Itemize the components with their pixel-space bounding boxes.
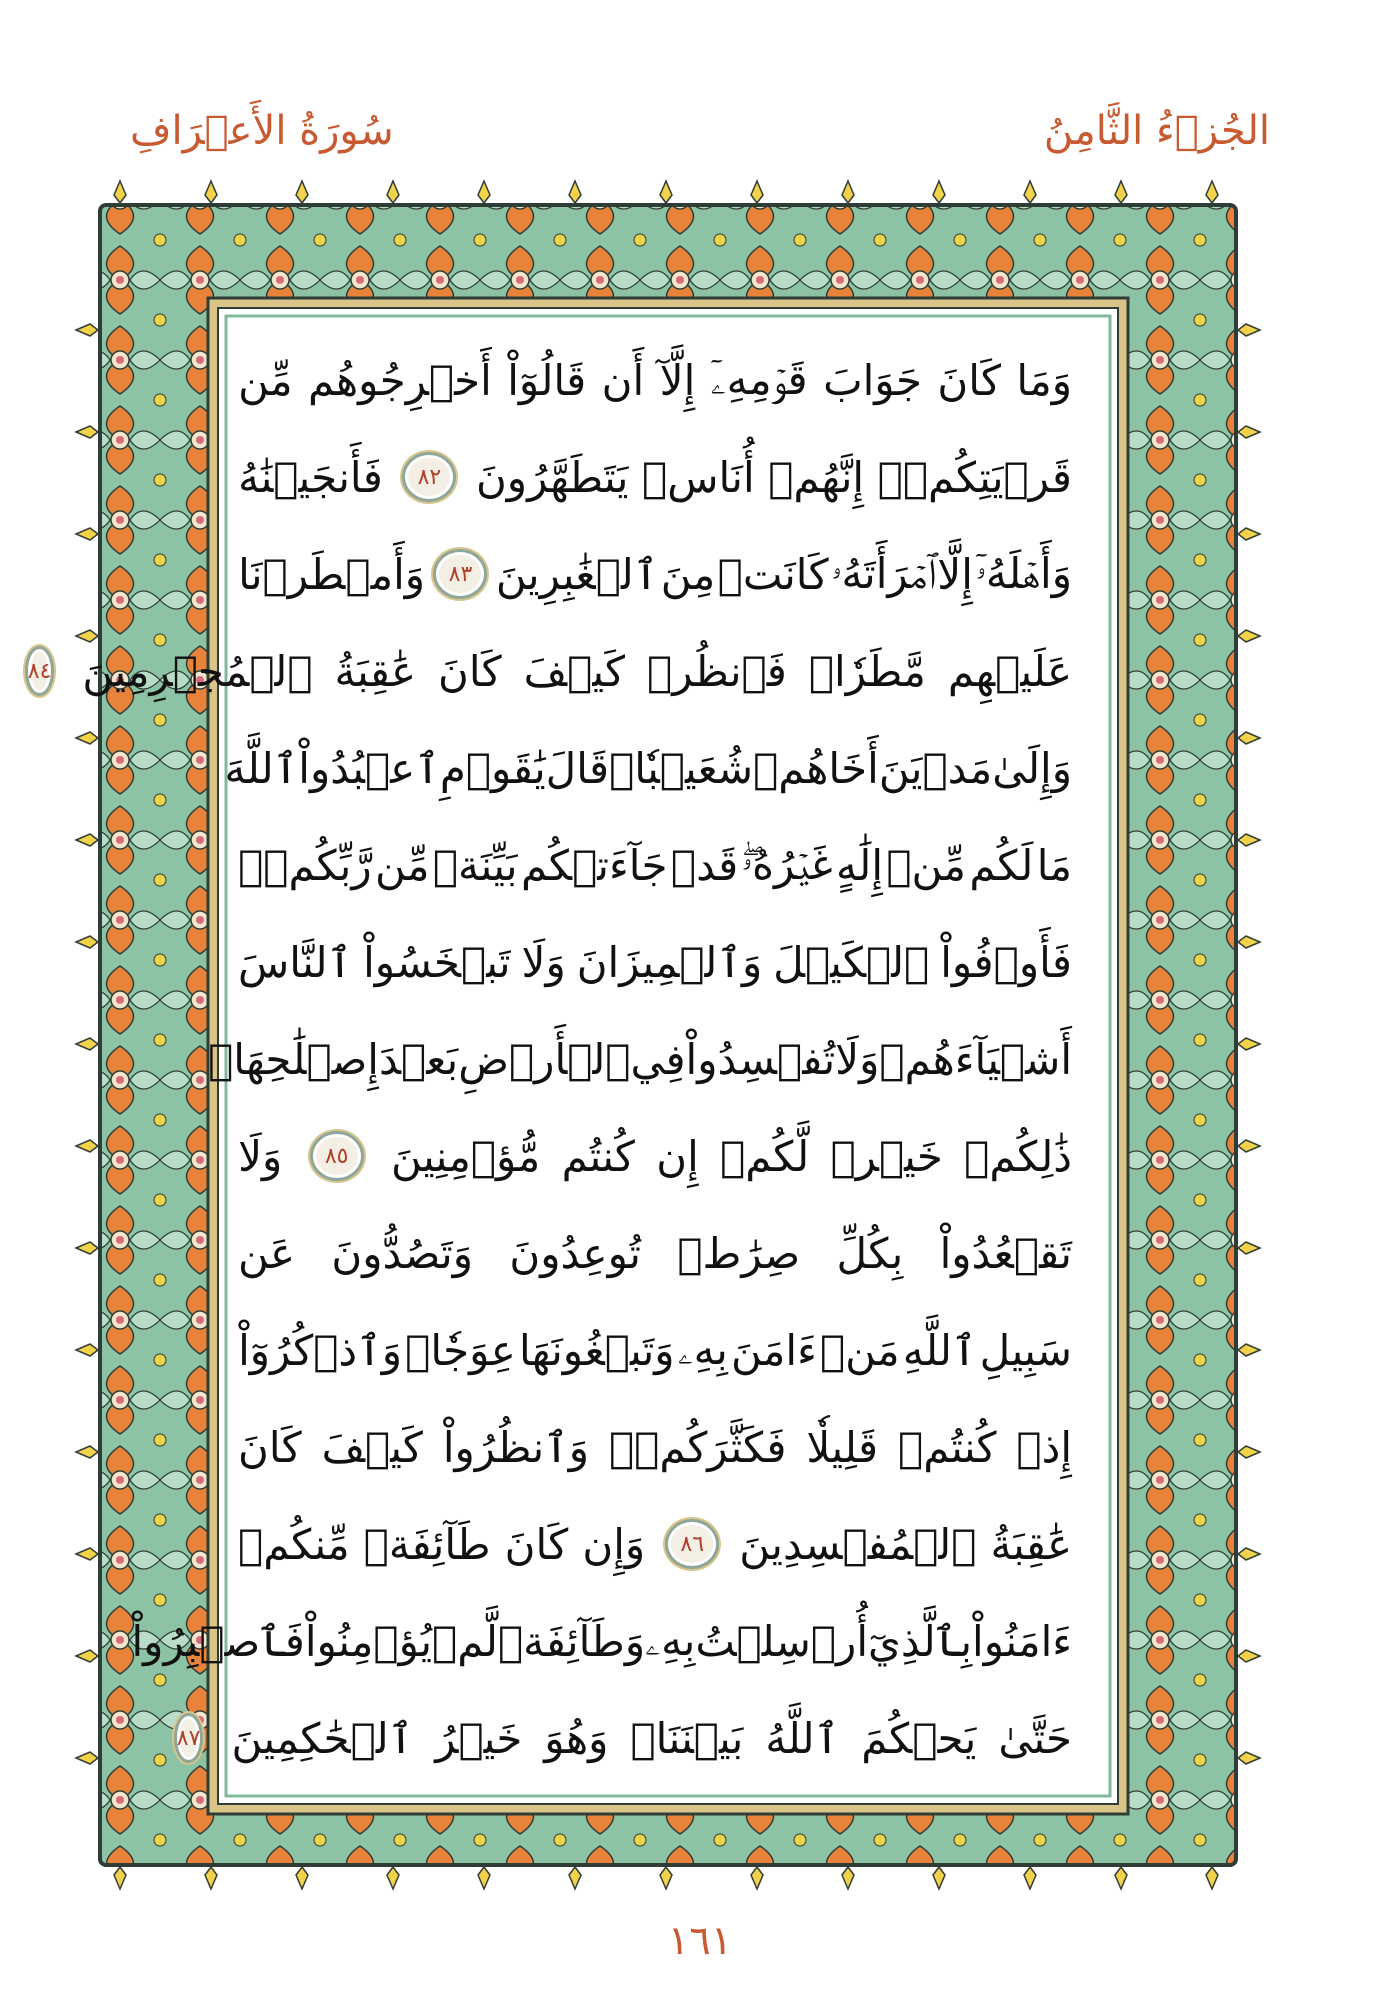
word: تَقۡعُدُواْ — [939, 1228, 1072, 1278]
word: حَتَّىٰ — [998, 1713, 1072, 1763]
word: تُوعِدُونَ — [509, 1228, 641, 1278]
word: أَشۡيَآءَهُمۡ — [879, 1034, 1072, 1084]
border-finial — [660, 181, 672, 203]
word: قَوۡمِهِۦٓ — [710, 355, 808, 404]
word: خَيۡرٞ — [830, 1131, 943, 1181]
word: بِهِۦ — [677, 1325, 728, 1374]
word: ٱللَّهُ — [765, 1713, 840, 1763]
word: ٱلۡحَٰكِمِينَ — [231, 1713, 414, 1763]
word: وَهُوَ — [544, 1713, 609, 1763]
border-finial — [76, 1344, 98, 1356]
border-finial — [76, 1650, 98, 1662]
border-finial — [76, 1752, 98, 1764]
text-line — [238, 910, 1072, 1014]
word: وَإِلَىٰ — [992, 743, 1072, 793]
word: وَأَمۡطَرۡنَا — [238, 549, 426, 599]
border-finial — [1238, 324, 1260, 336]
word: غَيۡرُهُۥۖ — [741, 840, 833, 889]
border-finial — [933, 181, 945, 203]
word: ٱلنَّاسَ — [238, 937, 353, 987]
border-finial — [76, 732, 98, 744]
word: قَدۡ — [670, 840, 739, 890]
word: وَطَآئِفَةٞ — [497, 1616, 646, 1666]
word: بِهِۦ — [645, 1616, 696, 1665]
verse-end-marker: ٨٤ — [25, 646, 55, 696]
border-finial — [569, 1867, 581, 1889]
text-line — [238, 1492, 1072, 1596]
word: بَعۡدَ — [378, 1034, 459, 1084]
word: يَتَطَهَّرُونَ — [475, 452, 629, 502]
border-finial — [76, 426, 98, 438]
text-line — [238, 522, 1072, 626]
text-line — [238, 813, 1072, 917]
verse-end-marker: ٨٣ — [433, 549, 487, 599]
border-finial — [1206, 181, 1218, 203]
word: كَيۡفَ — [321, 1422, 423, 1472]
word: لَكُم — [969, 840, 1034, 890]
word: مَّطَرٗاۖ — [808, 646, 926, 696]
border-finial — [1238, 630, 1260, 642]
word: صِرَٰطٖ — [677, 1228, 801, 1278]
quran-text — [27, 328, 1072, 1784]
border-finial — [76, 1140, 98, 1152]
border-finial — [1238, 1650, 1260, 1662]
word: ءَامَنَ — [730, 1325, 817, 1375]
border-finial — [1115, 181, 1127, 203]
word: إِلَّآ — [659, 355, 696, 405]
word: وَمَا — [1016, 355, 1072, 405]
border-finial — [296, 1867, 308, 1889]
verse-end-marker: ٨٥ — [310, 1131, 364, 1181]
word: وَٱذۡكُرُوٓاْ — [238, 1325, 403, 1375]
text-line — [176, 1686, 1072, 1790]
word: ٱعۡبُدُواْ — [298, 743, 440, 793]
word: وَٱلۡمِيزَانَ — [576, 937, 763, 987]
word: مِّنكُمۡ — [238, 1519, 350, 1569]
word: إِلَٰهٍ — [836, 840, 883, 890]
word: قَلِيلٗا — [806, 1422, 879, 1472]
word: إِنَّهُمۡ — [768, 452, 865, 502]
word: شُعَيۡبٗاۚ — [609, 743, 754, 793]
word: فَكَثَّرَكُمۡۖ — [608, 1422, 787, 1472]
word: وَلَا — [238, 1131, 283, 1181]
word: يَحۡكُمَ — [861, 1713, 977, 1763]
border-finial — [842, 181, 854, 203]
word: كَانَ — [504, 1519, 569, 1569]
word: ٱلۡأَرۡضِ — [458, 1034, 631, 1084]
word: كَانَ — [438, 646, 502, 696]
border-finial — [114, 1867, 126, 1889]
word: مُّؤۡمِنِينَ — [391, 1131, 541, 1181]
word: بَيِّنَةٞ — [432, 840, 518, 890]
word: سَبِيلِ — [979, 1325, 1072, 1375]
word: ٱلۡمُجۡرِمِينَ — [82, 646, 313, 696]
word: وَأَهۡلَهُۥٓ — [975, 549, 1072, 598]
text-line — [224, 716, 1072, 820]
word: قَرۡيَتِكُمۡۖ — [877, 452, 1072, 502]
border-finial — [569, 181, 581, 203]
text-line — [238, 1104, 1072, 1208]
border-finial — [296, 181, 308, 203]
word: فَٱنظُرۡ — [647, 646, 787, 696]
border-finial — [660, 1867, 672, 1889]
border-finial — [1206, 1867, 1218, 1889]
text-line — [131, 1589, 1072, 1693]
border-finial — [76, 1548, 98, 1560]
text-line — [238, 425, 1072, 529]
word: مَنۡ — [819, 1325, 900, 1375]
border-finial — [478, 1867, 490, 1889]
text-line — [27, 619, 1072, 723]
juz-title: الجُزۡءُ الثَّامِنُ — [1043, 108, 1270, 154]
border-finial — [1238, 1446, 1260, 1458]
border-finial — [1238, 1242, 1260, 1254]
word: فَٱصۡبِرُواْ — [131, 1616, 305, 1666]
word: مِّن — [374, 840, 430, 890]
word: كَيۡفَ — [523, 646, 626, 696]
word: وَتَبۡغُونَهَا — [518, 1325, 675, 1375]
border-finial — [114, 181, 126, 203]
word: بِٱلَّذِيٓ — [868, 1616, 973, 1666]
border-finial — [76, 1038, 98, 1050]
word: فَأَنجَيۡنَٰهُ — [238, 452, 383, 502]
word: يُؤۡمِنُواْ — [304, 1616, 433, 1666]
border-finial — [1238, 1140, 1260, 1152]
word: أُرۡسِلۡتُ — [695, 1616, 869, 1666]
word: إِن — [656, 1131, 699, 1181]
border-finial — [76, 630, 98, 642]
text-line — [238, 1201, 1072, 1305]
border-finial — [478, 181, 490, 203]
word: ٱللَّهِ — [902, 1325, 977, 1375]
word: وَٱنظُرُواْ — [442, 1422, 590, 1472]
text-line — [238, 1298, 1072, 1402]
border-finial — [1238, 1548, 1260, 1560]
word: مِّن — [238, 355, 293, 405]
word: ٱلۡكَيۡلَ — [773, 937, 930, 987]
word: ءَامَنُواْ — [972, 1616, 1072, 1666]
word: مِّنۡ — [886, 840, 967, 890]
word: كَانَ — [937, 355, 1001, 405]
word: وَلَا — [835, 1034, 880, 1084]
border-finial — [1238, 936, 1260, 948]
border-finial — [1115, 1867, 1127, 1889]
word: عِوَجٗاۚ — [405, 1325, 516, 1375]
word: أَخَاهُمۡ — [753, 743, 879, 793]
border-finial — [76, 936, 98, 948]
border-finial — [76, 1446, 98, 1458]
word: وَلَا — [521, 937, 566, 987]
word: أَن — [601, 355, 645, 405]
border-finial — [751, 1867, 763, 1889]
border-finial — [1238, 834, 1260, 846]
word: كَانَ — [238, 1422, 302, 1472]
text-line — [238, 328, 1072, 432]
text-line — [238, 1395, 1072, 1499]
border-finial — [387, 181, 399, 203]
verse-end-marker: ٨٢ — [402, 452, 456, 502]
word: طَآئِفَةٞ — [363, 1519, 491, 1569]
word: لَّكُمۡ — [720, 1131, 810, 1181]
border-finial — [1238, 528, 1260, 540]
border-finial — [1238, 732, 1260, 744]
word: بِكُلِّ — [836, 1228, 904, 1278]
border-finial — [1024, 1867, 1036, 1889]
word: تُفۡسِدُواْ — [685, 1034, 836, 1084]
word: كَانَتۡ — [717, 549, 829, 599]
word: فَأَوۡفُواْ — [940, 937, 1072, 987]
border-finial — [1238, 426, 1260, 438]
surah-title: سُورَةُ الأَعۡرَافِ — [130, 108, 394, 154]
border-finial — [1024, 181, 1036, 203]
word: ٱللَّهَ — [224, 743, 299, 793]
border-finial — [1238, 1038, 1260, 1050]
page-number: ١٦١ — [667, 1918, 733, 1964]
border-finial — [933, 1867, 945, 1889]
word: مَدۡيَنَ — [878, 743, 993, 793]
word: جَوَابَ — [823, 355, 922, 405]
word: أَخۡرِجُوهُم — [308, 355, 492, 405]
word: مِنَ — [660, 549, 716, 599]
word: تَبۡخَسُواْ — [363, 937, 511, 987]
border-finial — [205, 1867, 217, 1889]
word: عَٰقِبَةُ — [990, 1519, 1072, 1569]
word: بَيۡنَنَاۚ — [630, 1713, 744, 1763]
word: يَٰقَوۡمِ — [439, 743, 546, 793]
word: كُنتُم — [561, 1131, 635, 1181]
word: ٱلۡمُفۡسِدِينَ — [739, 1519, 977, 1569]
verse-end-marker: ٨٧ — [174, 1713, 204, 1763]
word: ٱمۡرَأَتَهُۥ — [831, 549, 935, 598]
word: إِلَّا — [937, 549, 973, 599]
border-finial — [387, 1867, 399, 1889]
border-finial — [76, 324, 98, 336]
border-finial — [205, 181, 217, 203]
word: أُنَاسٞ — [641, 452, 755, 502]
border-finial — [76, 834, 98, 846]
word: وَإِن — [582, 1519, 646, 1569]
word: كُنتُمۡ — [898, 1422, 997, 1472]
word: إِذۡ — [1016, 1422, 1072, 1472]
word: ٱلۡغَٰبِرِينَ — [495, 549, 659, 599]
word: خَيۡرُ — [435, 1713, 523, 1763]
border-finial — [1238, 1752, 1260, 1764]
word: فِي — [630, 1034, 686, 1084]
word: مَا — [1036, 840, 1072, 890]
border-finial — [1238, 1344, 1260, 1356]
word: لَّمۡ — [432, 1616, 498, 1666]
word: جَآءَتۡكُم — [520, 840, 668, 890]
word: قَالُوٓاْ — [507, 355, 587, 405]
border-finial — [76, 528, 98, 540]
word: عَن — [238, 1228, 296, 1278]
word: وَتَصُدُّونَ — [331, 1228, 473, 1278]
border-finial — [842, 1867, 854, 1889]
word: عَلَيۡهِم — [947, 646, 1072, 696]
word: إِصۡلَٰحِهَاۚ — [208, 1034, 379, 1084]
border-finial — [76, 1242, 98, 1254]
word: رَّبِّكُمۡۖ — [238, 840, 372, 890]
word: ذَٰلِكُمۡ — [964, 1131, 1072, 1181]
text-line — [208, 1007, 1072, 1111]
border-finial — [751, 181, 763, 203]
verse-end-marker: ٨٦ — [665, 1519, 719, 1569]
word: عَٰقِبَةُ — [334, 646, 417, 696]
word: قَالَ — [545, 743, 610, 793]
